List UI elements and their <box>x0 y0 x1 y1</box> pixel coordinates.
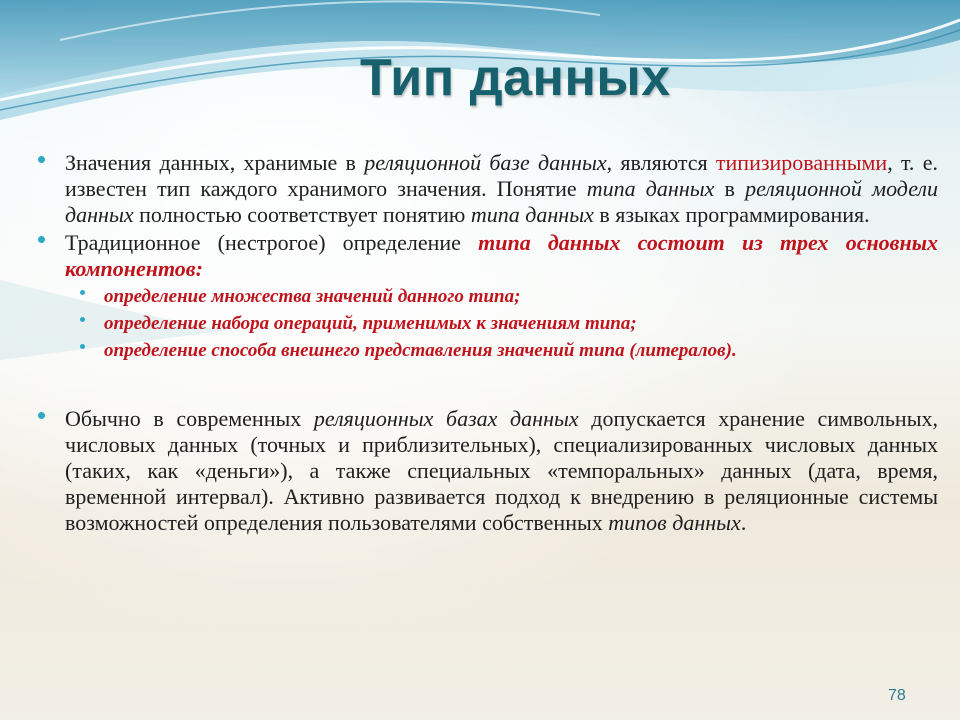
bullet-icon <box>38 412 45 419</box>
slide-title: Тип данных <box>360 49 671 107</box>
text-run-italic: реляционной базе данных <box>364 150 607 175</box>
bullet-icon <box>38 156 45 163</box>
sub-item-text: определение способа внешнего представления значений типа (литералов). <box>104 340 737 361</box>
bullet-item-definition <box>38 230 938 282</box>
text-run-italic: типа данных <box>470 202 594 227</box>
text-run: полностью соответствует понятию <box>133 202 471 227</box>
sub-bullet-icon <box>80 290 85 295</box>
spacer <box>38 366 938 406</box>
bullet-icon <box>38 236 45 243</box>
text-run: Обычно в современных <box>65 406 314 431</box>
text-run-highlight: типизированными <box>715 150 888 175</box>
text-run-italic: типа данных <box>586 176 715 201</box>
sub-item-text: определение множества значений данного типа; <box>104 286 521 307</box>
sub-item-operations <box>38 312 938 335</box>
text-run-italic: реляционных базах данных <box>313 406 579 431</box>
bullet-item-typed-values <box>38 150 938 228</box>
bullet-item-modern-dbms <box>38 406 938 536</box>
text-run: Традиционное (нестрогое) определение <box>65 230 479 255</box>
text-run: , являются <box>606 150 716 175</box>
text-run: в языках программирования. <box>593 202 870 227</box>
text-run-italic: типов данных <box>608 510 741 535</box>
text-run: Значения данных, хранимые в <box>65 150 365 175</box>
sub-list-components <box>38 285 938 362</box>
text-run: допускается хранение символьных, числовых данных (точных и приблизительных), специализированных числовых данных (таких, как «деньги»), а также специальных «темпоральных» данных (дата, время, временной интервал). Активно развивается подход к внедрению в реляционные системы возможностей определения пользователями собственных <box>65 406 938 535</box>
page-number: 78 <box>888 687 906 704</box>
text-run: . <box>740 510 747 535</box>
slide-content <box>38 150 938 538</box>
text-run: , т. е. известен тип каждого хранимого значения. Понятие <box>65 150 938 201</box>
sub-item-literals <box>38 339 938 362</box>
sub-bullet-icon <box>80 317 85 322</box>
sub-item-value-set <box>38 285 938 308</box>
text-run-highlight: типа данных состоит из трех основных компонентов: <box>65 230 938 281</box>
sub-item-text: определение набора операций, применимых к значениям типа; <box>104 313 637 334</box>
sub-bullet-icon <box>80 344 85 349</box>
text-run-italic: реляционной модели данных <box>65 176 939 227</box>
text-run: в <box>714 176 746 201</box>
